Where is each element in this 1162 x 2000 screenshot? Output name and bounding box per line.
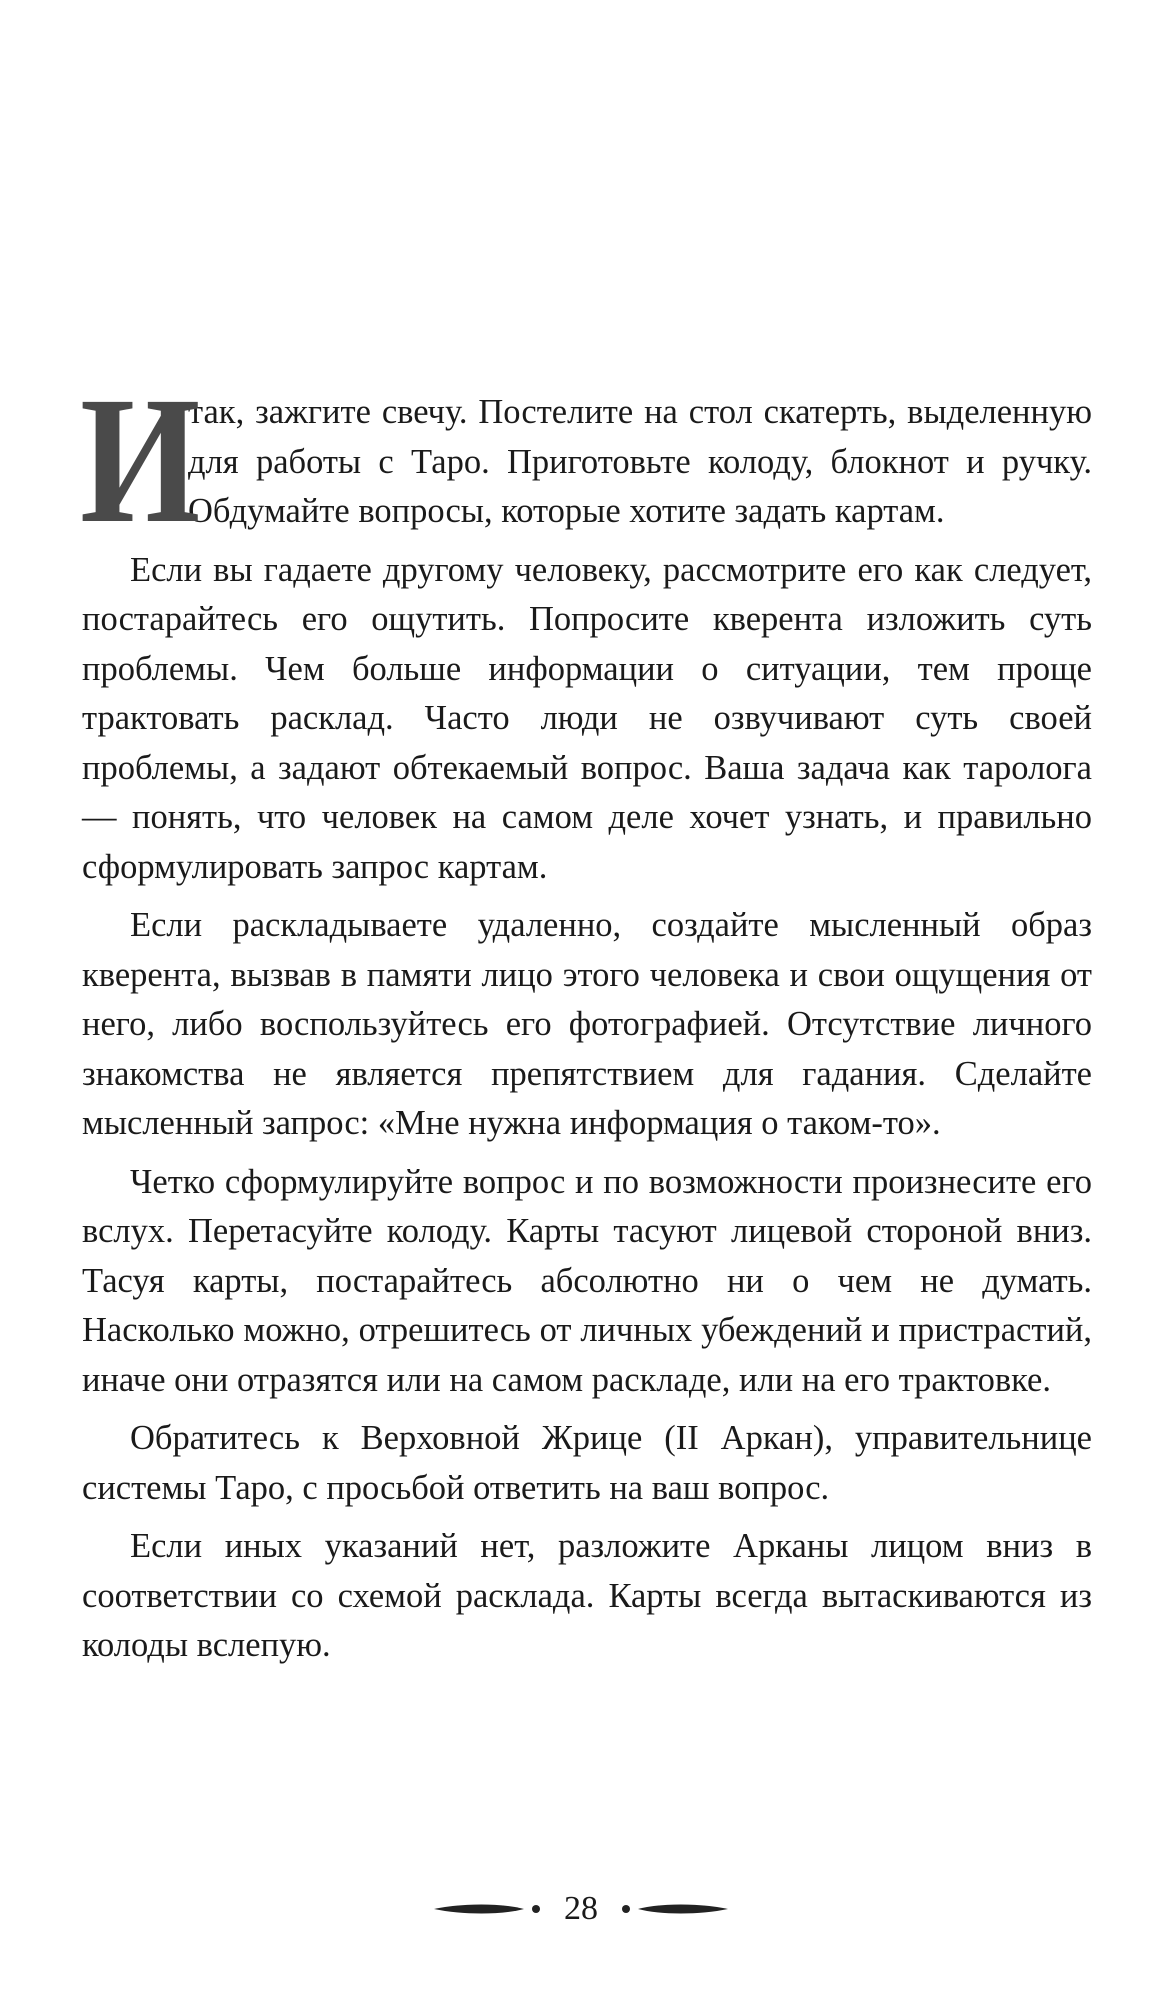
drop-cap: И <box>80 360 201 561</box>
page-body <box>80 360 1092 1680</box>
page-number: 28 <box>564 1890 598 1927</box>
paragraph-4: Четко сформулируйте вопрос и по возможности произнесите его вслух. Перетасуйте колоду. Карты тасуют лицевой стороной вниз. Тасуя карты, постарайтесь абсолютно ни о чем не думать. Насколько можно, отрешитесь от личных убеждений и пристрастий, иначе они отразятся или на самом раскладе, или на его трактовке. <box>82 1162 1092 1399</box>
paragraph-5: Обратитесь к Верховной Жрице (II Аркан), управительнице системы Таро, с просьбой ответить на ваш вопрос. <box>82 1419 1092 1507</box>
page-footer <box>0 1884 1162 1934</box>
paragraph-1 <box>80 360 1092 561</box>
paragraph-6: Если иных указаний нет, разложите Арканы лицом вниз в соответствии со схемой расклада. Карты всегда вытаскиваются из колоды вслепую. <box>82 1527 1092 1664</box>
left-ornament-icon <box>432 1899 544 1919</box>
paragraph-2: Если вы гадаете другому человеку, рассмотрите его как следует, постарайтесь его ощутить. Попросите кверента изложить суть проблемы. Чем больше информации о ситуации, тем проще трактовать расклад. Часто люди не озвучивают суть своей проблемы, а задают обтекаемый вопрос. Ваша задача как таролога — понять, что человек на самом деле хочет узнать, и правильно сформулировать запрос картам. <box>82 550 1092 886</box>
paragraph-3: Если раскладываете удаленно, создайте мысленный образ кверента, вызвав в памяти лицо этого человека и свои ощущения от него, либо воспользуйтесь его фотографией. Отсутствие личного знакомства не является препятствием для гадания. Сделайте мысленный запрос: «Мне нужна информация о таком-то». <box>82 906 1092 1142</box>
paragraph-1-text: так, зажгите свечу. Постелите на стол скатерть, выделенную для работы с Таро. Приготовьте колоду, блокнот и ручку. Обдумайте вопросы, которые хотите задать картам. <box>188 393 1092 530</box>
right-ornament-icon <box>618 1899 730 1919</box>
